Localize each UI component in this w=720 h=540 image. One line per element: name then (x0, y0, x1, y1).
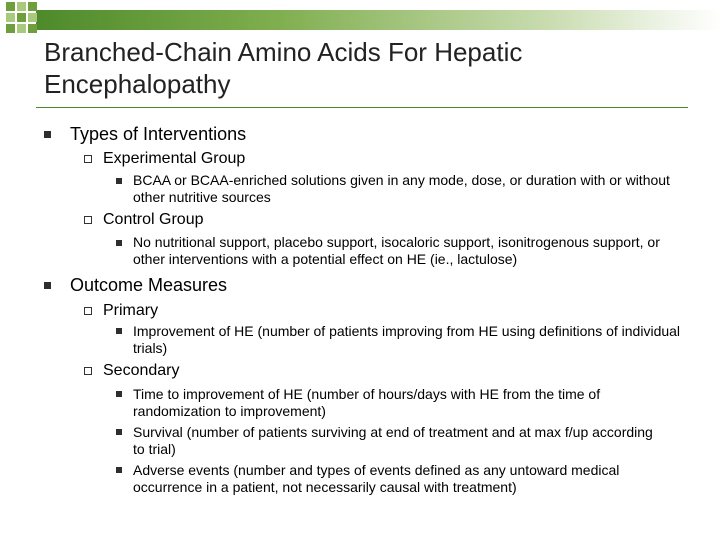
decor-square (17, 2, 26, 11)
bullet-square-icon (116, 240, 122, 246)
bullet-square-icon (116, 178, 122, 184)
bullet-hollow-square-icon (84, 216, 92, 224)
list-item: BCAA or BCAA-enriched solutions given in any mode, dose, or duration with or without other nutritive sources (133, 172, 670, 205)
header-gradient-bar (36, 10, 720, 30)
group-heading-primary: Primary (103, 302, 159, 319)
bullet-square-icon (44, 131, 51, 138)
list-item: Improvement of HE (number of patients improving from HE using definitions of individual trials) (133, 323, 681, 356)
section-heading-interventions: Types of Interventions (70, 124, 247, 144)
bullet-square-icon (116, 328, 122, 334)
list-item: Survival (number of patients surviving at end of treatment and at max f/up according to trial) (133, 424, 653, 457)
decor-square (28, 2, 37, 11)
list-item: Adverse events (number and types of events defined as any untoward medical occurrence in a patient, not necessarily causal with treatment) (133, 462, 620, 495)
decor-square (17, 24, 26, 33)
bullet-square-icon (44, 282, 51, 289)
decor-square (17, 13, 26, 22)
decor-square (6, 2, 15, 11)
title-divider (36, 107, 688, 108)
decor-square (6, 24, 15, 33)
list-item: No nutritional support, placebo support, isocaloric support, isonitrogenous support, or other interventions with a potential effect on HE (ie., lactulose) (133, 234, 660, 267)
bullet-hollow-square-icon (84, 367, 92, 375)
decor-square (28, 13, 37, 22)
bullet-hollow-square-icon (84, 155, 92, 163)
slide-title: Branched-Chain Amino Acids For Hepatic Encephalopathy (44, 37, 523, 99)
group-heading-control: Control Group (103, 211, 204, 228)
group-heading-secondary: Secondary (103, 362, 180, 379)
decor-square (28, 24, 37, 33)
group-heading-experimental: Experimental Group (103, 150, 246, 167)
bullet-square-icon (116, 467, 122, 473)
decor-square (6, 13, 15, 22)
list-item: Time to improvement of HE (number of hours/days with HE from the time of randomization to improvement) (133, 386, 601, 419)
section-heading-outcomes: Outcome Measures (70, 275, 228, 295)
bullet-hollow-square-icon (84, 307, 92, 315)
bullet-square-icon (116, 429, 122, 435)
bullet-square-icon (116, 391, 122, 397)
